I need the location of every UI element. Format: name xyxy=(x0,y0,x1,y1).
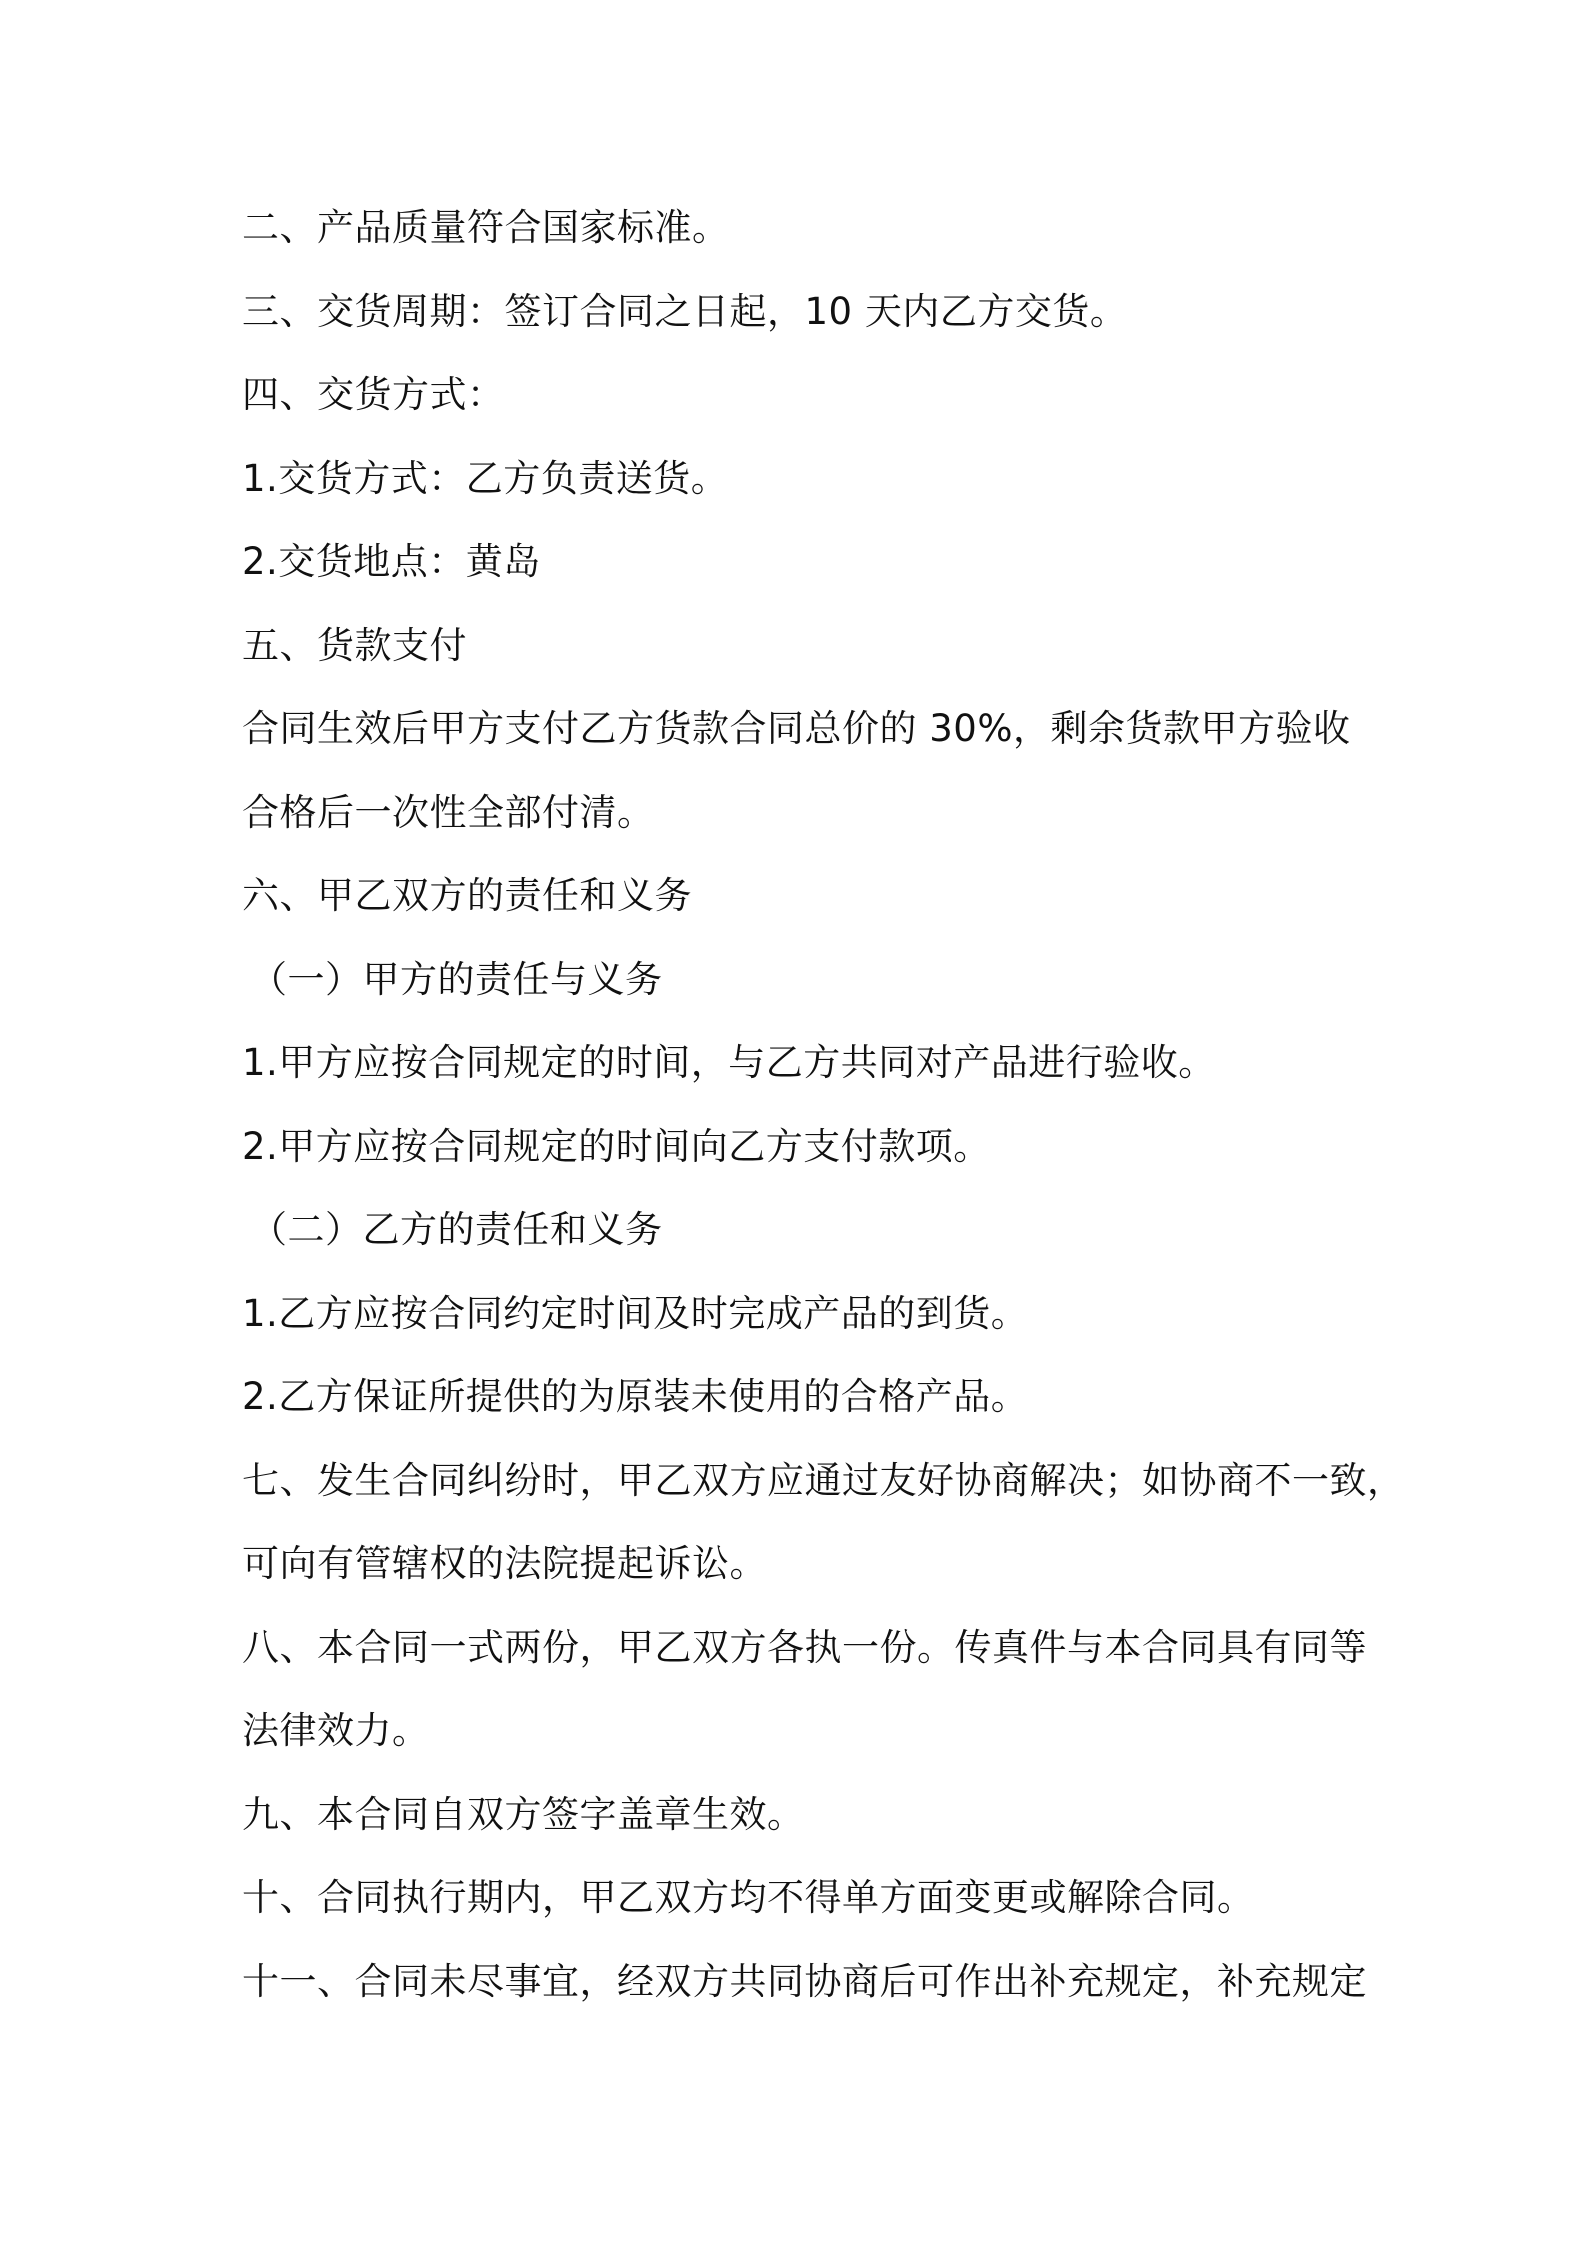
clause-4-item-2: 2.交货地点：黄岛 xyxy=(242,540,541,583)
clause-4-item-1: 1.交货方式：乙方负责送货。 xyxy=(242,456,729,500)
clause-6-heading: 六、甲乙双方的责任和义务 xyxy=(242,874,692,917)
clause-4-delivery-method-heading: 四、交货方式： xyxy=(242,373,505,416)
clause-10: 十、合同执行期内，甲乙双方均不得单方面变更或解除合同。 xyxy=(242,1876,1255,1919)
clause-6-sub-heading-party-b: （二）乙方的责任和义务 xyxy=(250,1208,663,1251)
clause-3-delivery-period: 三、交货周期：签订合同之日起，10 天内乙方交货。 xyxy=(242,289,1128,333)
clause-6-party-a-item-2: 2.甲方应按合同规定的时间向乙方支付款项。 xyxy=(242,1124,991,1168)
clause-5-text-line-1: 合同生效后甲方支付乙方货款合同总价的 30%，剩余货款甲方验收 xyxy=(242,707,1351,750)
document-body xyxy=(242,196,1405,2033)
clause-5-payment-heading: 五、货款支付 xyxy=(242,623,467,667)
clause-8-line-1: 八、本合同一式两份，甲乙双方各执一份。传真件与本合同具有同等 xyxy=(242,1625,1367,1669)
clause-7-line-1: 七、发生合同纠纷时，甲乙双方应通过友好协商解决；如协商不一致， xyxy=(242,1458,1405,1502)
clause-11-line-1: 十一、合同未尽事宜，经双方共同协商后可作出补充规定，补充规定 xyxy=(242,1959,1367,2003)
clause-6-party-b-item-2: 2.乙方保证所提供的为原装未使用的合格产品。 xyxy=(242,1375,1029,1418)
clause-6-party-b-item-1: 1.乙方应按合同约定时间及时完成产品的到货。 xyxy=(242,1291,1029,1335)
clause-5-text-line-2: 合格后一次性全部付清。 xyxy=(242,790,655,834)
clause-6-party-a-item-1: 1.甲方应按合同规定的时间，与乙方共同对产品进行验收。 xyxy=(242,1041,1216,1084)
clause-2-quality: 二、产品质量符合国家标准。 xyxy=(242,206,730,249)
clause-6-sub-heading-party-a: （一）甲方的责任与义务 xyxy=(250,957,663,1001)
clause-8-line-2: 法律效力。 xyxy=(242,1709,430,1752)
clause-9: 九、本合同自双方签字盖章生效。 xyxy=(242,1792,805,1836)
clause-7-line-2: 可向有管辖权的法院提起诉讼。 xyxy=(242,1542,767,1585)
